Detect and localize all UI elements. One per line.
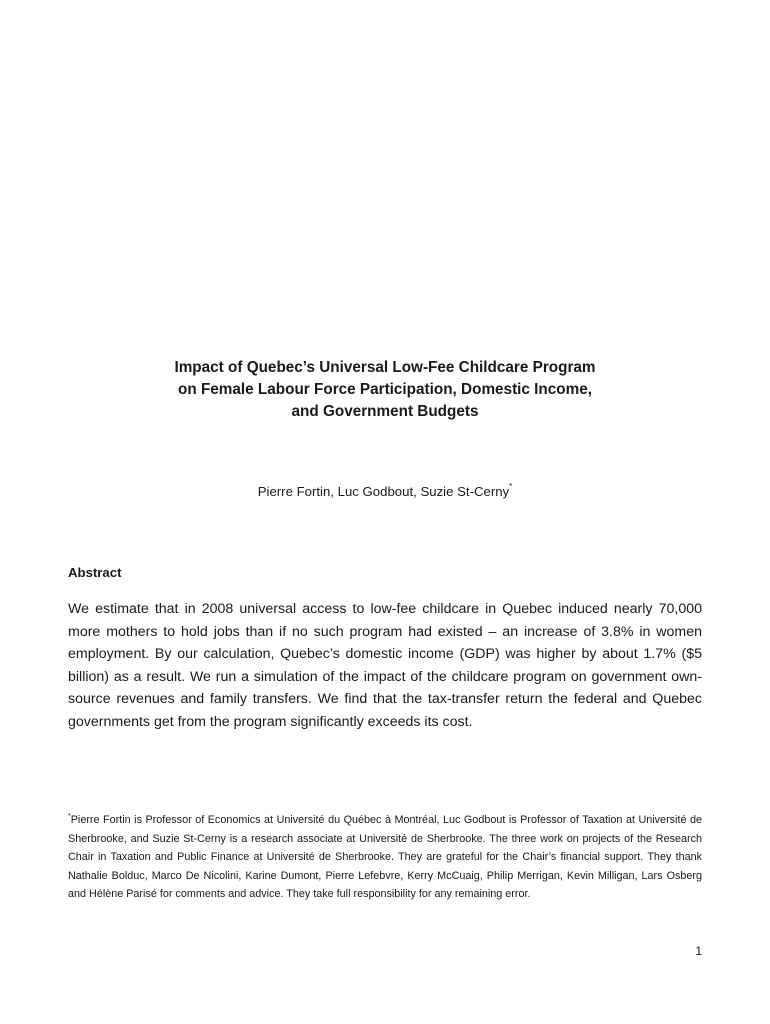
- author-footnote: [68, 811, 702, 904]
- author-names: Pierre Fortin, Luc Godbout, Suzie St-Cerny: [257, 484, 510, 499]
- author-line: [130, 484, 640, 499]
- page-number: 1: [695, 944, 702, 958]
- title-line-3: and Government Budgets: [291, 403, 479, 420]
- title-line-2: on Female Labour Force Participation, Domestic Income,: [178, 381, 592, 398]
- abstract-heading: Abstract: [68, 565, 122, 580]
- abstract-body: We estimate that in 2008 universal access to low-fee childcare in Quebec induced nearly 70,000 more mothers to hold jobs than if no such program had existed – an increase of 3.8% in women employment. By our calculation, Quebec’s domestic income (GDP) was higher by about 1.7% ($5 billion) as a result. We run a simulation of the impact of the childcare program on government own-source revenues and family transfers. We find that the tax-transfer return the federal and Quebec governments get from the program significantly exceeds its cost.: [68, 601, 702, 730]
- author-footnote-marker: *: [509, 482, 513, 491]
- title-line-1: Impact of Quebec’s Universal Low-Fee Childcare Program: [174, 359, 596, 376]
- footnote-marker: *: [68, 813, 71, 820]
- footnote-text: Pierre Fortin is Professor of Economics at Université du Québec à Montréal, Luc Godbout is Professor of Taxation at Université de Sherbrooke, and Suzie St-Cerny is a research associate at Université de Sherbrooke. The three work on projects of the Research Chair in Taxation and Public Finance at Université de Sherbrooke. They are grateful for the Chair’s financial support. They thank Nathalie Bolduc, Marco De Nicolini, Karine Dumont, Pierre Lefebvre, Kerry McCuaig, Philip Merrigan, Kevin Milligan, Lars Osberg and Hélène Parisé for comments and advice. They take full responsibility for any remaining error.: [68, 814, 702, 901]
- paper-title: [130, 357, 640, 423]
